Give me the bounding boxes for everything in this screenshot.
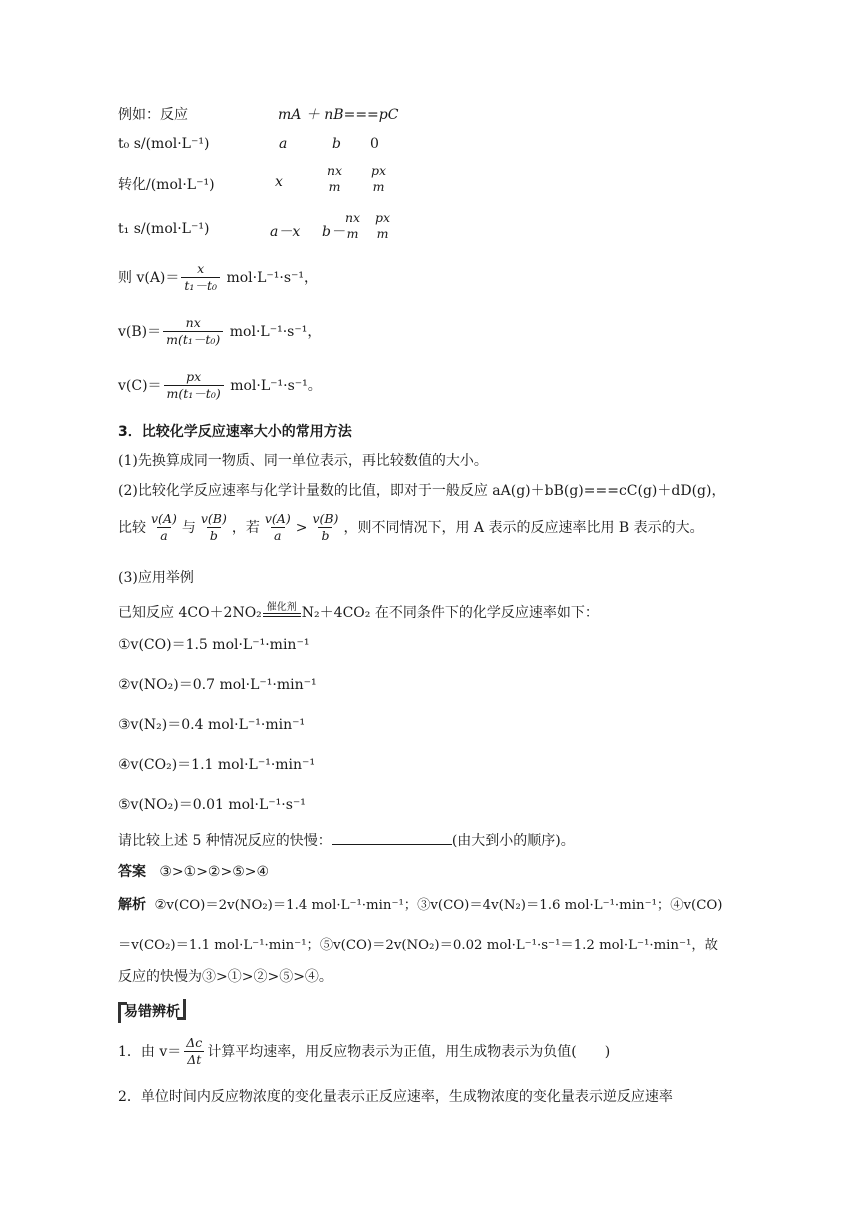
analysis-line-2: ＝v(CO₂)＝1.1 mol·L⁻¹·min⁻¹；⑤v(CO)＝2v(NO₂)＝0.02 mol·L⁻¹·s⁻¹＝1.2 mol·L⁻¹·min⁻¹，故	[118, 938, 718, 953]
paragraph-1: (1)先换算成同一物质、同一单位表示，再比较数值的大小。	[118, 453, 488, 469]
reaction-line: 已知反应 4CO＋2NO₂ 催化剂 N₂＋4CO₂ 在不同条件下的化学反应速率如下：	[118, 602, 599, 621]
list-item: ⑤v(NO₂)＝0.01 mol·L⁻¹·s⁻¹	[118, 797, 306, 813]
answer-line	[118, 861, 269, 881]
example-label: 例如：反应	[118, 107, 188, 123]
list-item: ①v(CO)＝1.5 mol·L⁻¹·min⁻¹	[118, 637, 310, 653]
analysis-label: 解析	[118, 897, 146, 913]
rate-c-line: v(C)＝ $\frac{px}{\text{m(t₁－t₀)}}$ mol·L⁻¹·s⁻¹。	[118, 369, 322, 402]
answer-label: 答案	[118, 864, 146, 880]
row-t1-b-fraction: nx m	[345, 210, 361, 242]
row-t0-b: b	[332, 136, 341, 152]
list-item: ③v(N₂)＝0.4 mol·L⁻¹·min⁻¹	[118, 717, 306, 733]
row-conv-a: x	[275, 174, 283, 190]
analysis-line-3: 反应的快慢为③>①>②>⑤>④。	[118, 969, 333, 985]
analysis-line-1: 解析 ②v(CO)＝2v(NO₂)＝1.4 mol·L⁻¹·min⁻¹；③v(CO)＝4v(N₂)＝1.6 mol·L⁻¹·min⁻¹；④v(CO)	[118, 897, 723, 913]
catalyst-label: 催化剂	[266, 602, 297, 613]
section-heading: 3．比较化学反应速率大小的常用方法	[118, 424, 352, 440]
row-conv-b-fraction: nx m	[327, 163, 343, 195]
row-conv-c-fraction: px m	[371, 163, 387, 195]
error-item-2: 2．单位时间内反应物浓度的变化量表示正反应速率，生成物浓度的变化量表示逆反应速率	[118, 1089, 673, 1105]
row-t0-a: a	[279, 136, 288, 152]
comparison-line: 比较 $\frac{v(A)}{a}$ 与 $\frac{v(B)}{b}$ ，若 $\frac{v(A)}{a}$ > $\frac{v(B)}{b}$ ，则不同情况下，用 A 表示的反应速率比用 B 表示的大。	[118, 511, 704, 544]
row-t0-c: 0	[370, 136, 379, 152]
list-item: ②v(NO₂)＝0.7 mol·L⁻¹·min⁻¹	[118, 677, 317, 693]
row-t1-a: a－x	[270, 224, 301, 240]
rate-a-line: 则 v(A)＝ $\frac{x}{\text{t₁－t₀}}$ mol·L⁻¹·s⁻¹，	[118, 261, 319, 294]
error-item-1: 1．由 v＝ $\frac{\Delta c}{\Delta t}$ 计算平均速率，用反应物表示为正值，用生成物表示为负值( )	[118, 1035, 611, 1068]
answer-blank	[332, 830, 452, 845]
rate-b-line: v(B)＝ $\frac{nx}{\text{m(t₁－t₀)}}$ mol·L⁻¹·s⁻¹，	[118, 315, 322, 348]
answer-text: ③>①>②>⑤>④	[159, 864, 270, 880]
row-t1-label: t₁ s/(mol·L⁻¹)	[118, 221, 210, 237]
row-t1-c-fraction: px m	[375, 210, 391, 242]
row-t1-b-prefix: b－	[322, 224, 345, 240]
paragraph-2: (2)比较化学反应速率与化学计量数的比值，即对于一般反应 aA(g)＋bB(g)===cC(g)＋dD(g)，	[118, 483, 726, 499]
row-t0-label: t₀ s/(mol·L⁻¹)	[118, 136, 210, 152]
paragraph-4: (3)应用举例	[118, 570, 194, 586]
equals-arrow	[263, 613, 301, 617]
question-line: 请比较上述 5 种情况反应的快慢： (由大到小的顺序)。	[118, 830, 575, 850]
example-equation: mA ＋ nB===pC	[278, 107, 399, 123]
error-analysis-tag: 易错辨析	[118, 1001, 186, 1021]
row-conv-label: 转化/(mol·L⁻¹)	[118, 177, 215, 193]
list-item: ④v(CO₂)＝1.1 mol·L⁻¹·min⁻¹	[118, 757, 316, 773]
